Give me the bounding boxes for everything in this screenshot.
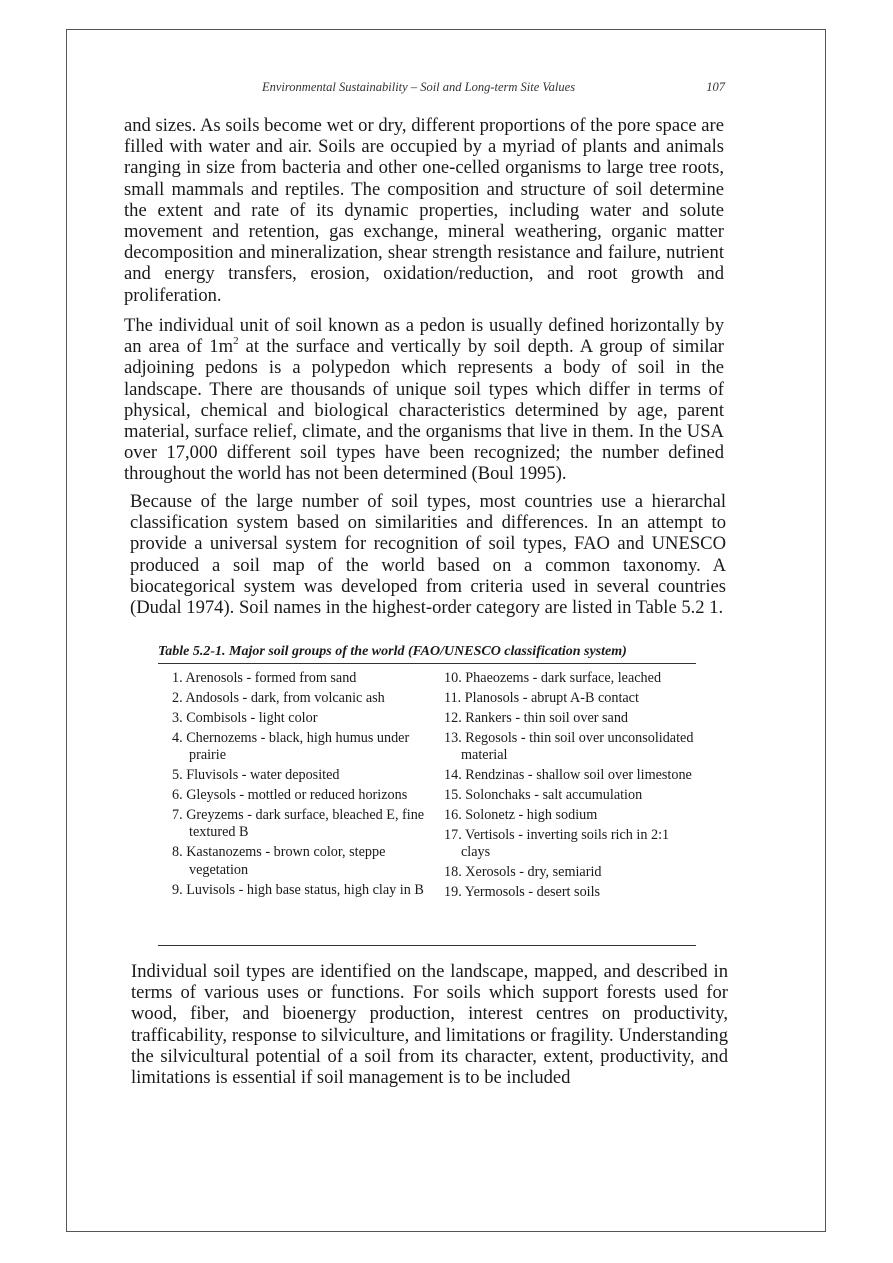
running-header: [120, 80, 725, 100]
soil-group-item: 9. Luvisols - high base status, high clay in B: [172, 881, 424, 898]
soil-group-item: 13. Regosols - thin soil over unconsolidated material: [444, 730, 694, 764]
table-top-rule: [158, 663, 696, 664]
soil-group-item: 17. Vertisols - inverting soils rich in 2:1 clays: [444, 827, 670, 861]
soil-group-item: 11. Planosols - abrupt A-B contact: [444, 690, 639, 706]
table-bottom-rule: [158, 945, 696, 946]
running-header-title: Environmental Sustainability – Soil and Long-term Site Values: [262, 80, 576, 94]
soil-group-item: 18. Xerosols - dry, semiarid: [444, 864, 602, 881]
soil-group-item: 10. Phaeozems - dark surface, leached: [444, 670, 662, 686]
soil-group-item: 6. Gleysols - mottled or reduced horizons: [172, 787, 408, 804]
table-caption: Table 5.2-1. Major soil groups of the world (FAO/UNESCO classification system): [158, 644, 627, 659]
soil-group-item: 2. Andosols - dark, from volcanic ash: [172, 690, 385, 706]
superscript: 2: [233, 335, 239, 348]
paragraph-2-text-b: at the surface and vertically by soil depth. A group of similar adjoining pedons is a polypedon which represents a body of soil in the landscape. There are thousands of unique soil types which differ in terms of physical, chemical and biological characteristics determined by age, parent material, surface relief, climate, and the organisms that live in them. In the USA over 17,000 different soil types have been recognized; the number defined throughout the world has not been determined (Boul 1995).: [124, 336, 724, 485]
soil-group-item: 12. Rankers - thin soil over sand: [444, 710, 629, 726]
soil-group-item: 7. Greyzems - dark surface, bleached E, fine textured B: [172, 807, 425, 841]
soil-group-item: 1. Arenosols - formed from sand: [172, 670, 357, 686]
soil-group-item: 3. Combisols - light color: [172, 710, 318, 726]
table-left-column: [172, 670, 434, 902]
soil-group-item: 16. Solonetz - high sodium: [444, 807, 598, 824]
paragraph-1: and sizes. As soils become wet or dry, different proportions of the pore space are filled with water and air. Soils are occupied by a myriad of plants and animals ranging in size from bacteria and other one-celled organisms to large tree roots, small mammals and reptiles. The composition and structure of soil determine the extent and rate of its dynamic properties, including water and solute movement and retention, gas exchange, mineral weathering, organic matter decomposition and mineralization, shear strength resistance and failure, nutrient and energy transfers, erosion, oxidation/reduction, and root growth and proliferation.: [124, 115, 724, 306]
soil-group-item: 14. Rendzinas - shallow soil over limestone: [444, 767, 692, 784]
page-number: 107: [706, 80, 725, 94]
paragraph-2: [124, 315, 724, 485]
soil-group-item: 5. Fluvisols - water deposited: [172, 767, 340, 784]
paragraph-3: Because of the large number of soil types, most countries use a hierarchal classification system based on similarities and differences. In an attempt to provide a universal system for recognition of soil types, FAO and UNESCO produced a soil map of the world based on a common taxonomy. A biocategorical system was developed from criteria used in several countries (Dudal 1974). Soil names in the highest-order category are listed in Table 5.2 1.: [130, 491, 726, 619]
soil-group-item: 15. Solonchaks - salt accumulation: [444, 787, 643, 804]
paragraph-4: Individual soil types are identified on the landscape, mapped, and described in terms of various uses or functions. For soils which support forests used for wood, fiber, and bioenergy production, interest centres on productivity, trafficability, response to silviculture, and limitations or fragility. Understanding the silvicultural potential of a soil from its character, extent, productivity, and limitations is essential if soil management is to be included: [131, 961, 728, 1089]
soil-group-item: 19. Yermosols - desert soils: [444, 884, 601, 901]
paragraph-2-text-a: The individual unit of soil known as a pedon is usually defined horizontally by an area of 1m: [124, 315, 724, 358]
soil-group-item: 8. Kastanozems - brown color, steppe vegetation: [172, 844, 386, 878]
soil-group-item: 4. Chernozems - black, high humus under prairie: [172, 730, 410, 764]
table-right-column: [444, 670, 696, 904]
